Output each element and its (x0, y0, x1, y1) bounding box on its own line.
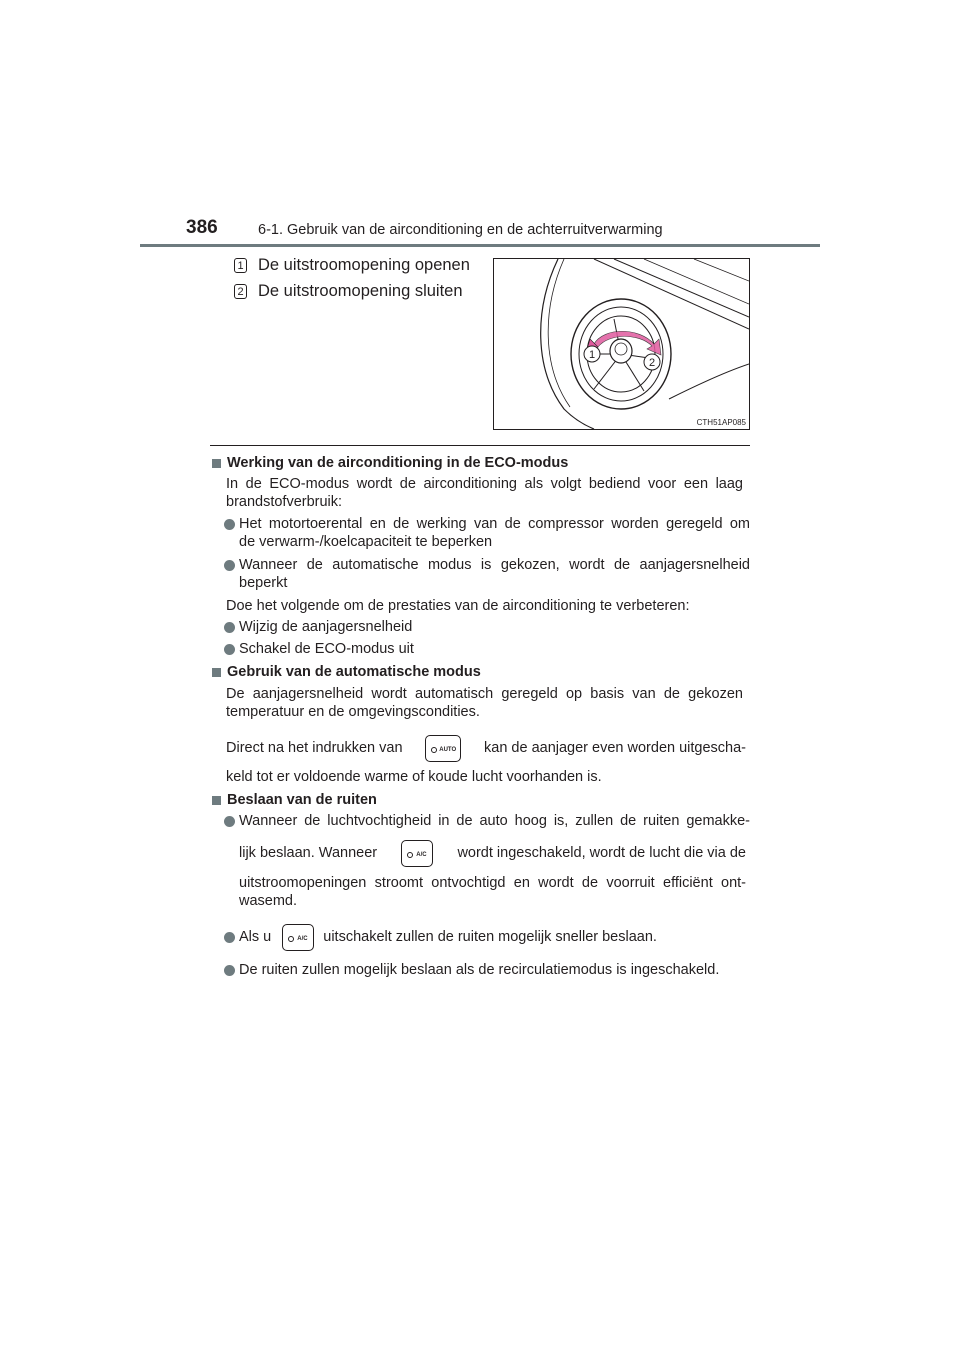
ac-button-icon (401, 840, 433, 867)
list-item (224, 641, 414, 659)
legend-number: 1 (234, 258, 247, 273)
bullet-icon (224, 816, 235, 827)
list-item-line: de verwarm-/koelcapaciteit te beperken (239, 533, 493, 550)
legend-item-open (234, 256, 470, 275)
section-heading-text: Gebruik van de automatische modus (227, 664, 481, 680)
button-label: A/C (297, 936, 308, 942)
bullet-icon (224, 965, 235, 976)
paragraph-line: Doe het volgende om de prestaties van de airconditioning te verbeteren: (226, 598, 690, 614)
section-heading-text: Werking van de airconditioning in de ECO-modus (227, 455, 569, 471)
page-number: 386 (186, 217, 218, 238)
list-item (224, 924, 657, 951)
callout-number: 2 (648, 357, 656, 369)
figure-code: CTH51AP085 (696, 418, 746, 427)
paragraph-line: temperatuur en de omgevingscondities. (226, 704, 480, 720)
list-item-line: wasemd. (239, 893, 298, 909)
legend-text: De uitstroomopening sluiten (258, 282, 463, 300)
section-heading (212, 455, 568, 473)
section-heading (212, 792, 377, 810)
bullet-icon (224, 519, 235, 530)
indicator-light-icon (431, 747, 437, 753)
header-divider (140, 244, 820, 247)
bullet-icon (224, 644, 235, 655)
bullet-icon (224, 560, 235, 571)
square-bullet-icon (212, 668, 221, 677)
list-item (224, 557, 750, 592)
chapter-title: 6-1. Gebruik van de airconditioning en de achterruitverwarming (258, 222, 663, 238)
list-item-line: Schakel de ECO-modus uit (239, 641, 414, 657)
list-item (224, 962, 719, 980)
callout-number: 1 (588, 349, 596, 361)
list-item-line: Wanneer de luchtvochtigheid in de auto hoog is, zullen de ruiten gemakke- (239, 813, 750, 829)
section-divider (210, 445, 750, 446)
list-item-text: lijk beslaan. Wanneer (239, 844, 378, 861)
list-item-line: De ruiten zullen mogelijk beslaan als de recirculatiemodus is ingeschakeld. (239, 962, 720, 978)
section-heading (212, 664, 481, 682)
legend-text: De uitstroomopening openen (258, 256, 470, 274)
air-vent-drawing (494, 259, 749, 429)
paragraph-text: kan de aanjager even worden uitgescha- (484, 739, 746, 756)
square-bullet-icon (212, 459, 221, 468)
paragraph-line-with-button (226, 735, 746, 762)
button-label: AUTO (439, 747, 457, 753)
paragraph-line: De aanjagersnelheid wordt automatisch geregeld op basis van de gekozen (226, 686, 743, 702)
list-item-line: uitstroomopeningen stroomt ontvochtigd en wordt de voorruit efficiënt ont- (239, 875, 746, 891)
bullet-icon (224, 622, 235, 633)
list-item-line: beperkt (239, 574, 288, 591)
indicator-light-icon (288, 936, 294, 942)
list-item-line: Wanneer de automatische modus is gekozen, wordt de aanjagersnelheid (239, 557, 750, 573)
list-item (224, 516, 750, 551)
square-bullet-icon (212, 796, 221, 805)
indicator-light-icon (407, 852, 413, 858)
list-item-line: Wijzig de aanjagersnelheid (239, 619, 413, 635)
button-label: A/C (416, 852, 427, 858)
ac-button-icon (282, 924, 314, 951)
list-item-text: uitschakelt zullen de ruiten mogelijk sneller beslaan. (323, 928, 657, 945)
paragraph-line: keld tot er voldoende warme of koude lucht voorhanden is. (226, 769, 602, 785)
auto-button-icon (425, 735, 461, 762)
legend-item-close (234, 282, 463, 301)
list-item-text: Als u (239, 928, 272, 945)
list-item-line-with-button (239, 840, 746, 867)
paragraph-text: Direct na het indrukken van (226, 739, 403, 756)
legend-number: 2 (234, 284, 247, 299)
list-item (224, 619, 412, 637)
paragraph-line: brandstofverbruik: (226, 494, 343, 510)
list-item-text: wordt ingeschakeld, wordt de lucht die via de (457, 844, 746, 861)
list-item (224, 813, 750, 831)
section-heading-text: Beslaan van de ruiten (227, 792, 377, 808)
bullet-icon (224, 932, 235, 943)
list-item-line: Het motortoerental en de werking van de compressor worden geregeld om (239, 516, 750, 532)
air-vent-illustration (493, 258, 750, 430)
paragraph-line: In de ECO-modus wordt de airconditioning als volgt bediend voor een laag (226, 476, 743, 492)
